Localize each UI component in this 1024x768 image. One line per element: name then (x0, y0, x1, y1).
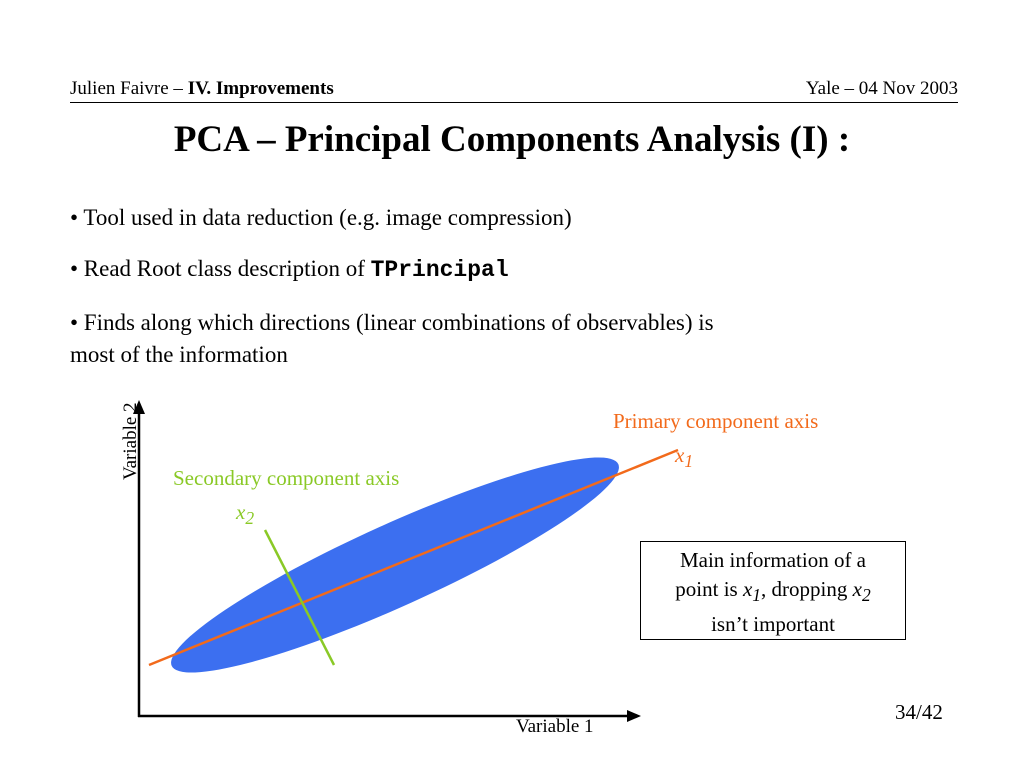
slide-title: PCA – Principal Components Analysis (I) : (173, 119, 851, 160)
info-note-box (640, 541, 906, 640)
note-x1-var: x (742, 577, 753, 601)
note-x1-sub: 1 (752, 585, 762, 606)
primary-axis-label: Primary component axis (613, 409, 819, 433)
header-venue-date: Yale – 04 Nov 2003 (805, 78, 958, 99)
bullet-data-reduction: • Tool used in data reduction (e.g. image compression) (70, 205, 572, 230)
page-number: 34/42 (895, 700, 943, 724)
header-section: IV. Improvements (187, 78, 334, 99)
x1-sub: 1 (684, 451, 694, 472)
bullet-directions-line2: most of the information (70, 342, 288, 367)
x-axis-arrowhead (627, 710, 641, 722)
tprincipal-code: TPrincipal (370, 257, 509, 283)
x1-var: x (675, 443, 685, 467)
x2-sub: 2 (245, 508, 255, 529)
bullet-tprincipal-text: • Read Root class description of (70, 256, 371, 281)
x1-label (675, 443, 693, 472)
x2-var: x (236, 500, 246, 524)
note-x2-sub: 2 (861, 585, 871, 606)
note-line2-start: point is (675, 577, 743, 601)
secondary-axis-label: Secondary component axis (173, 466, 400, 490)
note-line3: isn’t important (711, 612, 835, 637)
note-line1: Main information of a (679, 548, 867, 572)
x-axis-label: Variable 1 (516, 716, 594, 737)
header-author: Julien Faivre – (70, 78, 188, 99)
note-x2-var: x (852, 577, 862, 601)
note-line2 (675, 577, 871, 606)
y-axis-label: Variable 2 (120, 402, 141, 480)
bullet-directions-line1: • Finds along which directions (linear combinations of observables) is (70, 310, 714, 335)
x2-label (236, 500, 254, 529)
note-line2-middle: , dropping (761, 577, 853, 601)
